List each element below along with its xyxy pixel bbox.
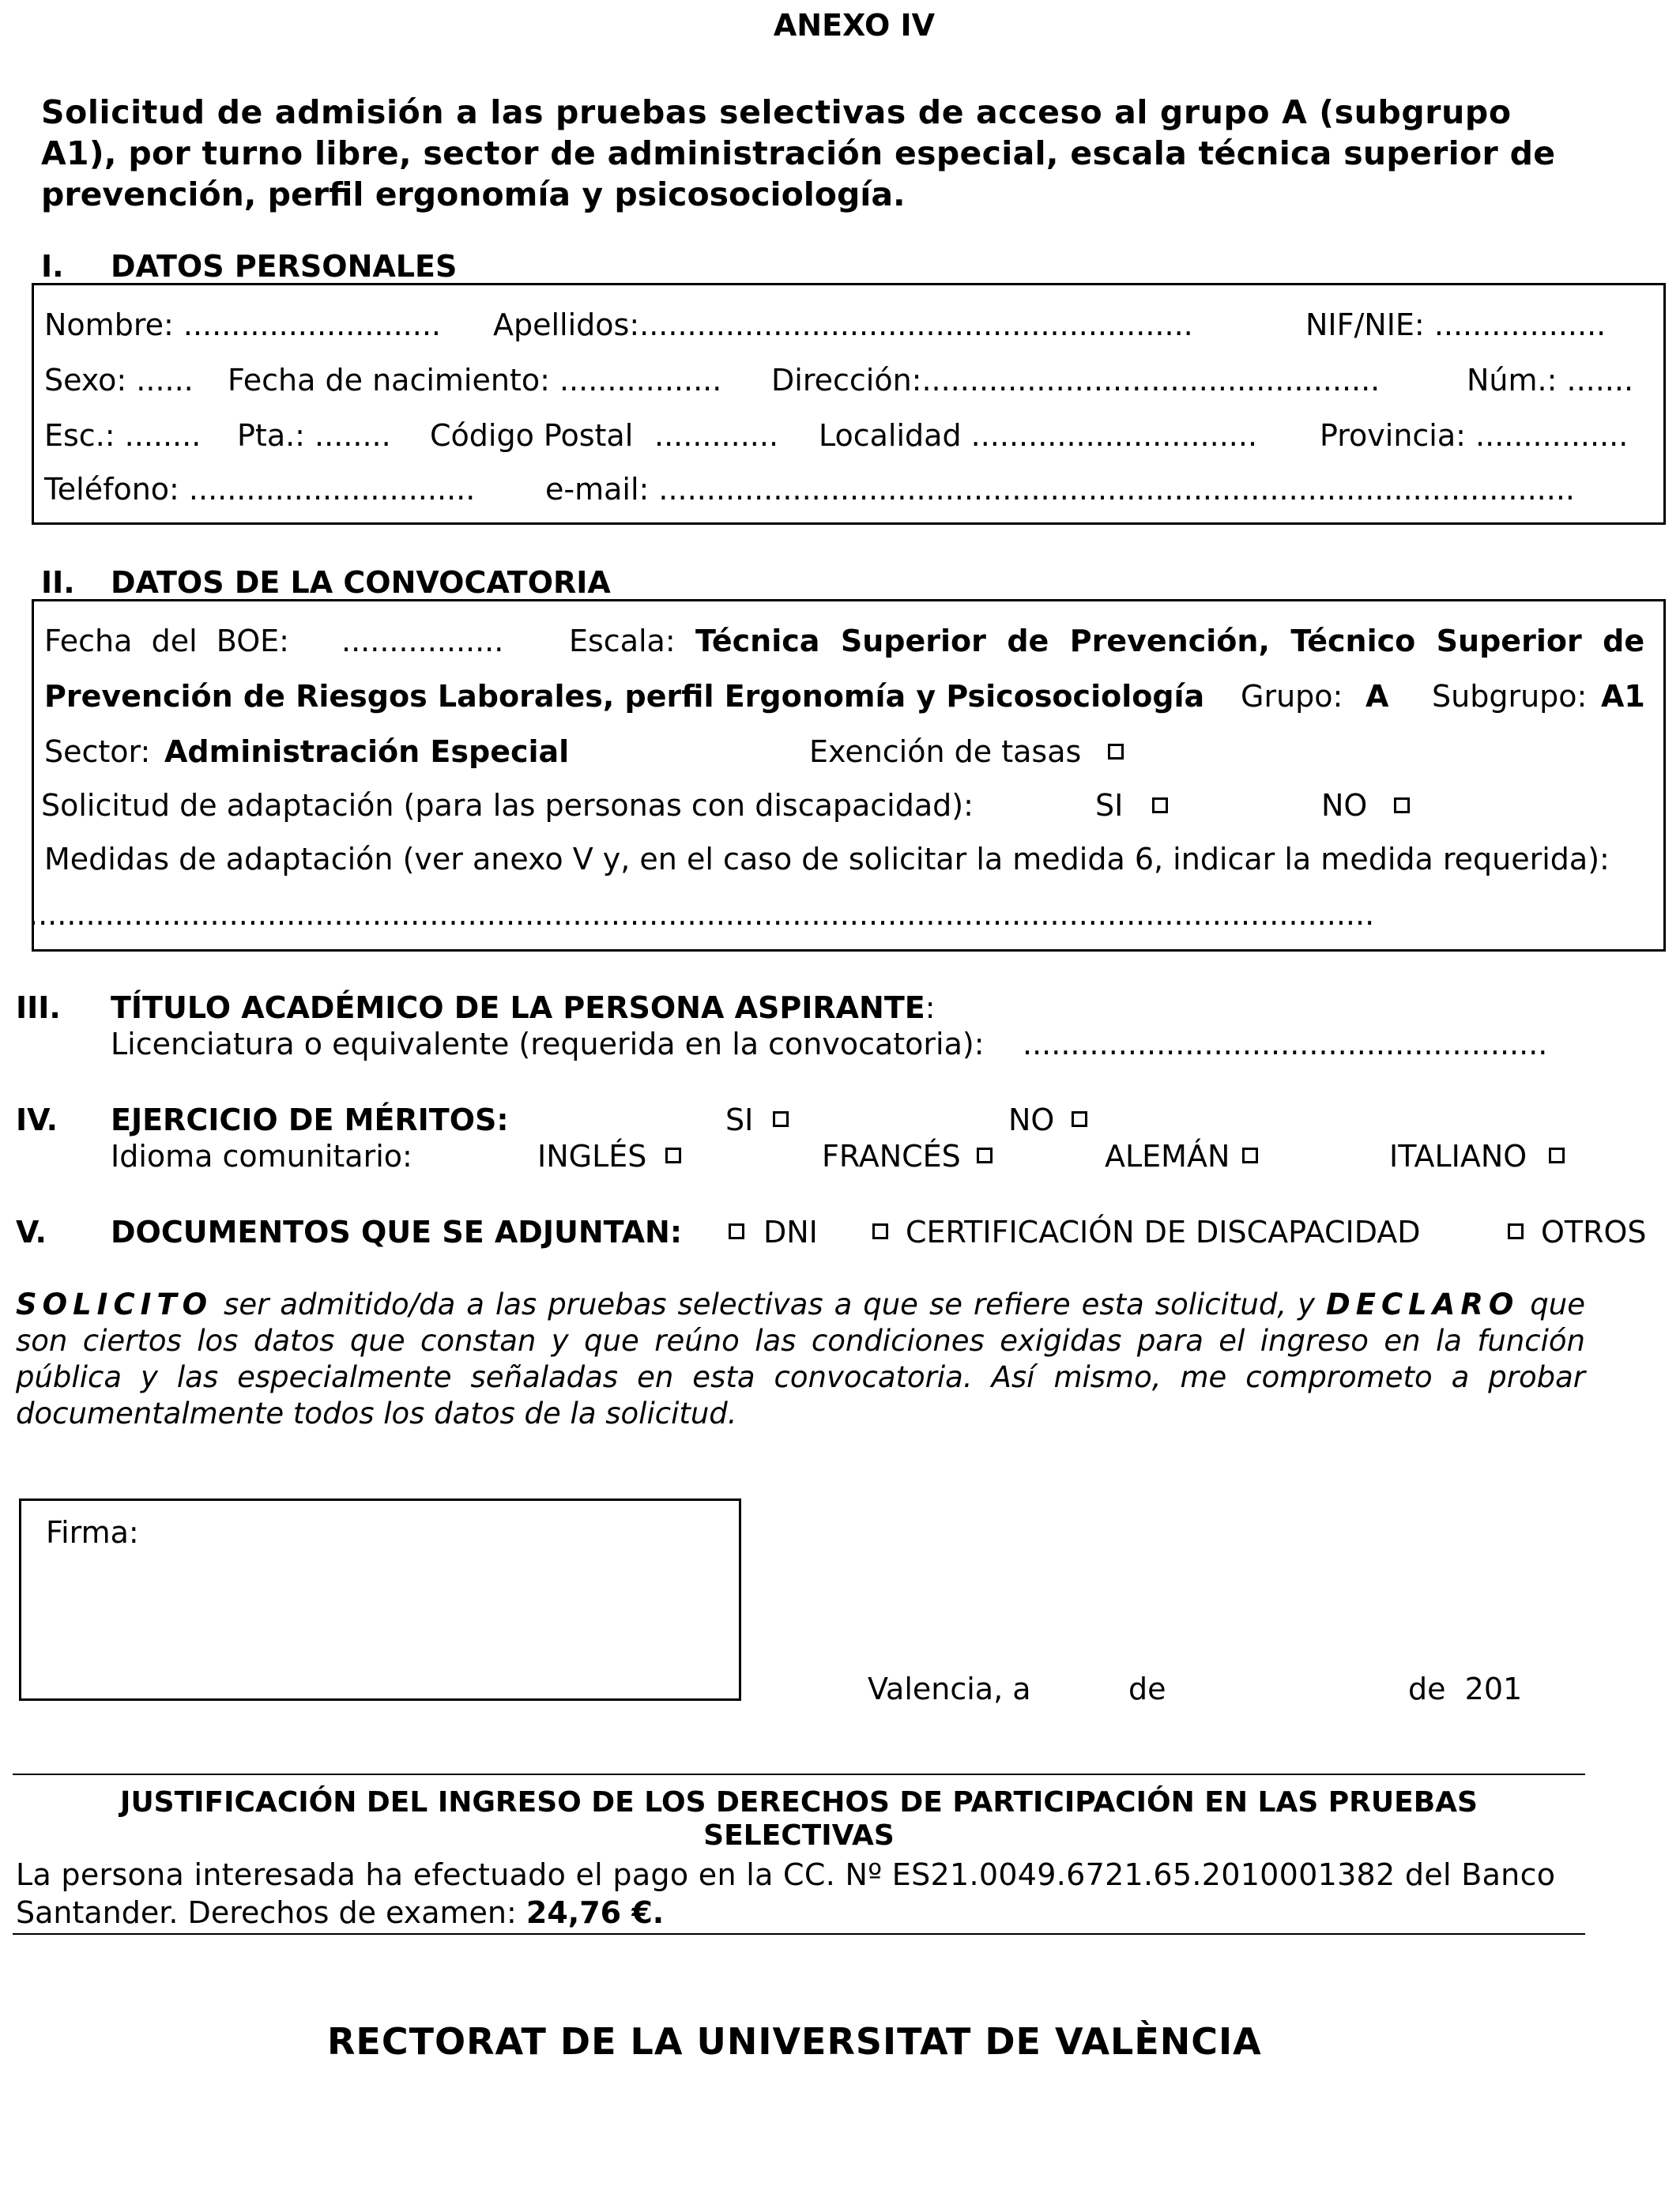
italiano-checkbox[interactable] [1549, 1148, 1565, 1163]
section-5-number: V. [16, 1215, 47, 1250]
section-3-title: TÍTULO ACADÉMICO DE LA PERSONA ASPIRANTE: [111, 990, 936, 1025]
sexo-field[interactable]: Sexo: ...... [44, 363, 194, 398]
licenciatura-field[interactable]: ....................................................... [1023, 1027, 1548, 1061]
aleman-checkbox[interactable] [1242, 1148, 1258, 1163]
justification-title-line-1: JUSTIFICACIÓN DEL INGRESO DE LOS DERECHOS DE PARTICIPACIÓN EN LAS PRUEBAS [120, 1786, 1478, 1819]
solicito-keyword: SOLICITO [16, 1287, 213, 1321]
section-4-title: EJERCICIO DE MÉRITOS: [111, 1103, 509, 1137]
dni-checkbox[interactable] [729, 1223, 744, 1239]
codigo-postal-label: Código Postal [430, 418, 634, 453]
valencia-label: Valencia, a [868, 1672, 1031, 1706]
otros-label: OTROS [1541, 1215, 1647, 1250]
licenciatura-label: Licenciatura o equivalente (requerida en la convocatoria): [111, 1027, 985, 1061]
sector-label: Sector: [44, 734, 151, 769]
certificacion-checkbox[interactable] [872, 1223, 888, 1239]
meritos-no-label: NO [1008, 1103, 1055, 1137]
exencion-tasas-label: Exención de tasas [809, 734, 1082, 769]
de-label-1: de [1128, 1672, 1166, 1706]
medidas-adaptacion-field[interactable]: ............................................................................................................................................. [28, 897, 1375, 932]
frances-label: FRANCÉS [822, 1139, 961, 1174]
numero-field[interactable]: Núm.: ....... [1467, 363, 1634, 398]
subgrupo-value: A1 [1601, 679, 1645, 714]
form-title-line-2: A1), por turno libre, sector de administración especial, escala técnica superior de [41, 134, 1556, 172]
examen-amount: 24,76 €. [525, 1895, 665, 1930]
subgrupo-label: Subgrupo: [1432, 679, 1588, 714]
adaptacion-no-checkbox[interactable] [1394, 797, 1410, 813]
escala-value-line-2: Prevención de Riesgos Laborales, perfil Ergonomía y Psicosociología [44, 679, 1205, 714]
otros-checkbox[interactable] [1508, 1223, 1524, 1239]
apellidos-field[interactable]: Apellidos:.......................................................... [493, 307, 1193, 342]
email-field[interactable]: e-mail: ................................................................................................ [545, 472, 1575, 507]
section-2-number: II. [41, 565, 75, 600]
ingles-label: INGLÉS [537, 1139, 647, 1174]
frances-checkbox[interactable] [977, 1148, 993, 1163]
justification-text-line-1: La persona interesada ha efectuado el pago en la CC. Nº ES21.0049.6721.65.2010001382 del Banco [16, 1857, 1556, 1892]
escala-value-line-1: Técnica Superior de Prevención, Técnico Superior de [695, 624, 1645, 658]
italiano-label: ITALIANO [1389, 1139, 1527, 1174]
section-3-number: III. [16, 990, 61, 1025]
fecha-boe-label: Fecha del BOE: [44, 624, 289, 658]
direccion-field[interactable]: Dirección:................................................ [771, 363, 1381, 398]
localidad-field[interactable]: Localidad .............................. [819, 418, 1258, 453]
grupo-value: A [1365, 679, 1389, 714]
form-title-line-3: prevención, perfil ergonomía y psicosociología. [41, 175, 906, 213]
section-1-title: DATOS PERSONALES [111, 249, 458, 284]
declaration-paragraph: SOLICITO ser admitido/da a las pruebas selectivas a que se refiere esta solicitud, y DECLARO que son ciertos los datos que constan y que reúno las condiciones exigidas para el ingreso en la función pública y las especialmente señaladas en esta convocatoria. Así mismo, me comprometo a probar documentalmente todos los datos de la solicitud. [16, 1287, 1585, 1431]
adaptacion-si-checkbox[interactable] [1152, 797, 1168, 813]
section-4-number: IV. [16, 1103, 58, 1137]
ingles-checkbox[interactable] [665, 1148, 681, 1163]
justification-title-line-2: SELECTIVAS [703, 1819, 895, 1852]
idioma-label: Idioma comunitario: [111, 1139, 412, 1174]
rectorat-footer: RECTORAT DE LA UNIVERSITAT DE VALÈNCIA [327, 2020, 1262, 2063]
nombre-field[interactable]: Nombre: ........................... [44, 307, 441, 342]
adaptacion-label: Solicitud de adaptación (para las personas con discapacidad): [41, 788, 974, 823]
certificacion-label: CERTIFICACIÓN DE DISCAPACIDAD [906, 1215, 1421, 1250]
justification-text-line-2: Santander. Derechos de examen: 24,76 €. [16, 1895, 665, 1930]
sector-value: Administración Especial [164, 734, 570, 769]
fecha-nacimiento-field[interactable]: Fecha de nacimiento: ................. [228, 363, 722, 398]
provincia-field[interactable]: Provincia: ................ [1320, 418, 1629, 453]
adaptacion-no-label: NO [1321, 788, 1368, 823]
telefono-field[interactable]: Teléfono: .............................. [44, 472, 476, 507]
medidas-adaptacion-label: Medidas de adaptación (ver anexo V y, en el caso de solicitar la medida 6, indicar la medida requerida): [44, 842, 1610, 876]
section-1-number: I. [41, 249, 64, 284]
aleman-label: ALEMÁN [1105, 1139, 1230, 1174]
annex-title: ANEXO IV [773, 8, 936, 43]
justification-bottom-rule [13, 1933, 1585, 1935]
meritos-si-label: SI [725, 1103, 754, 1137]
firma-label: Firma: [46, 1515, 139, 1550]
dni-label: DNI [763, 1215, 818, 1250]
de-year-label: de 201 [1408, 1672, 1523, 1706]
fecha-boe-field[interactable]: ................. [341, 624, 504, 658]
section-2-title: DATOS DE LA CONVOCATORIA [111, 565, 611, 600]
meritos-si-checkbox[interactable] [773, 1111, 789, 1127]
codigo-postal-field[interactable]: ............. [654, 418, 779, 453]
meritos-no-checkbox[interactable] [1072, 1111, 1087, 1127]
escala-label: Escala: [569, 624, 676, 658]
grupo-label: Grupo: [1241, 679, 1343, 714]
escalera-field[interactable]: Esc.: ........ [44, 418, 202, 453]
exencion-tasas-checkbox[interactable] [1108, 744, 1124, 760]
section-5-title: DOCUMENTOS QUE SE ADJUNTAN: [111, 1215, 683, 1250]
adaptacion-si-label: SI [1095, 788, 1124, 823]
declaro-keyword: DECLARO [1325, 1287, 1520, 1321]
puerta-field[interactable]: Pta.: ........ [237, 418, 391, 453]
nif-field[interactable]: NIF/NIE: .................. [1305, 307, 1607, 342]
justification-top-rule [13, 1774, 1585, 1775]
form-title-line-1: Solicitud de admisión a las pruebas selectivas de acceso al grupo A (subgrupo [41, 93, 1512, 131]
